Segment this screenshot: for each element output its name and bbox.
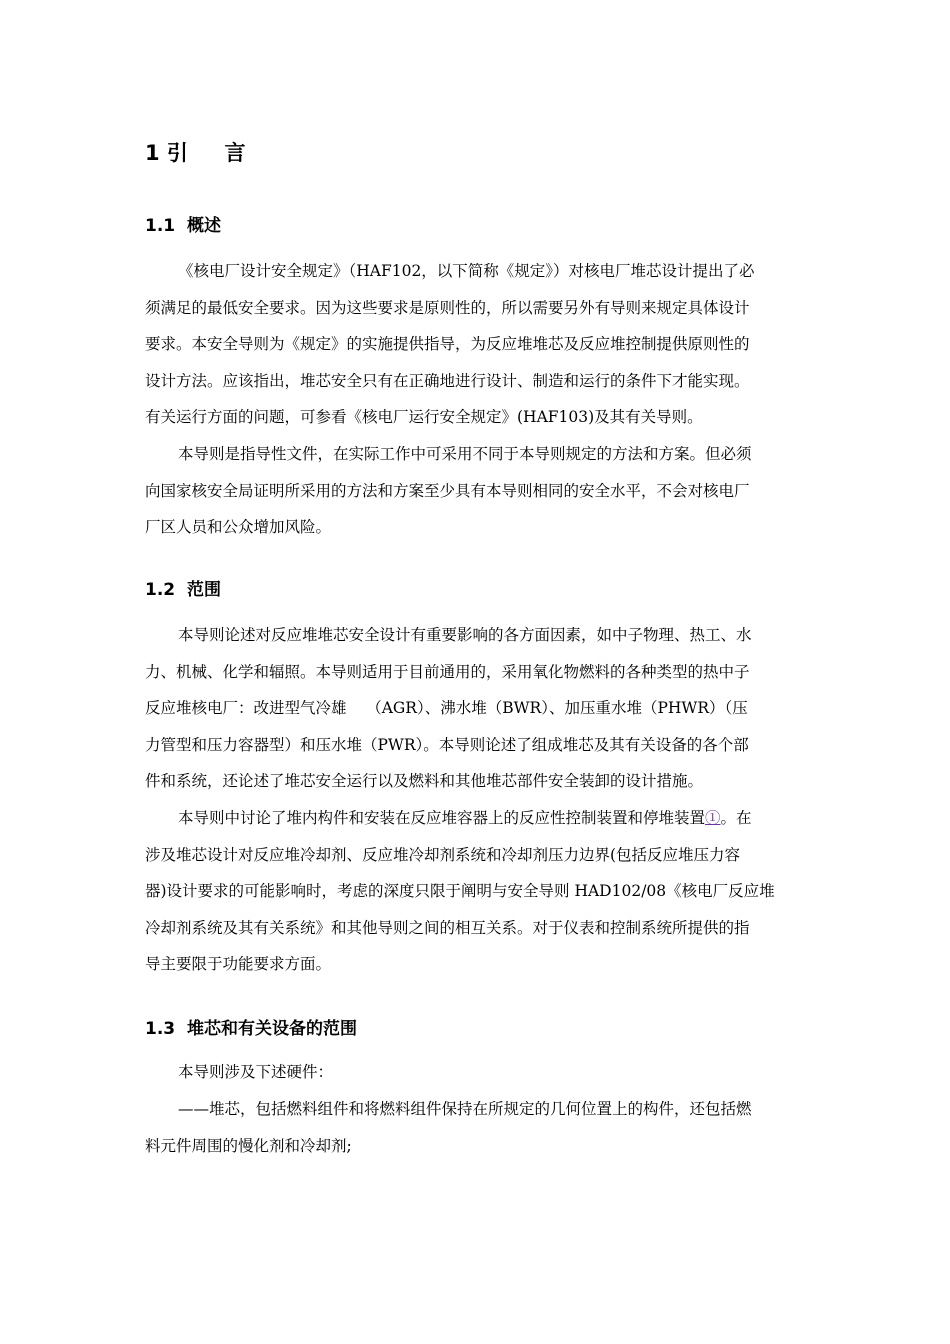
text-line: 须满足的最低安全要求。因为这些要求是原则性的，所以需要另外有导则来规定具体设计	[145, 298, 750, 317]
section-heading-scope: 1.2 范围	[145, 580, 221, 600]
paragraph-scope-2	[145, 800, 810, 983]
paragraph-scope-1	[145, 617, 810, 800]
text-segment: 本导则中讨论了堆内构件和安装在反应堆容器上的反应性控制装置和停堆装置	[178, 809, 706, 827]
paragraph-hardware-list	[145, 1091, 810, 1165]
text-line: 件和系统，还论述了堆芯安全运行以及燃料和其他堆芯部件安全装卸的设计措施。	[145, 772, 704, 790]
text-line: 力、机械、化学和辐照。本导则适用于目前通用的，采用氧化物燃料的各种类型的热中子	[145, 662, 750, 681]
section-heading-core-equipment: 1.3 堆芯和有关设备的范围	[145, 1019, 357, 1039]
text-line: 力管型和压力容器型）和压水堆（PWR）。本导则论述了组成堆芯及其有关设备的各个部	[145, 735, 749, 754]
text-line: 设计方法。应该指出，堆芯安全只有在正确地进行设计、制造和运行的条件下才能实现。	[145, 371, 750, 390]
paragraph-overview-2	[145, 436, 810, 546]
section-heading-overview: 1.1 概述	[145, 216, 221, 236]
text-line: 有关运行方面的问题，可参看《核电厂运行安全规定》(HAF103)及其有关导则。	[145, 408, 703, 426]
footnote-link[interactable]: ①	[705, 809, 721, 827]
text-line: 冷却剂系统及其有关系统》和其他导则之间的相互关系。对于仪表和控制系统所提供的指	[145, 918, 750, 937]
text-line: 厂区人员和公众增加风险。	[145, 518, 332, 536]
text-line: 本导则是指导性文件，在实际工作中可采用不同于本导则规定的方法和方案。但必须	[178, 445, 752, 463]
text-line: 要求。本安全导则为《规定》的实施提供指导，为反应堆堆芯及反应堆控制提供原则性的	[145, 335, 750, 353]
paragraph-overview-1	[145, 253, 810, 436]
text-line: 本导则涉及下述硬件：	[178, 1063, 334, 1081]
text-line: 器)设计要求的可能影响时，考虑的深度只限于阐明与安全导则 HAD102/08《核电厂反应堆	[145, 882, 775, 900]
text-line: 涉及堆芯设计对反应堆冷却剂、反应堆冷却剂系统和冷却剂压力边界(包括反应堆压力容	[145, 845, 741, 864]
text-line: 向国家核安全局证明所采用的方法和方案至少具有本导则相同的安全水平，不会对核电厂	[145, 481, 750, 500]
text-line: 料元件周围的慢化剂和冷却剂;	[145, 1137, 352, 1155]
text-segment: 。在	[720, 809, 752, 827]
paragraph-hardware-intro	[145, 1054, 810, 1091]
text-line: 导主要限于功能要求方面。	[145, 955, 332, 973]
chapter-title: 1 引 言	[145, 141, 246, 165]
text-line: 反应堆核电厂：改进型气冷雄 （AGR）、沸水堆（BWR）、加压重水堆（PHWR）（压	[145, 699, 748, 717]
text-line	[145, 800, 810, 837]
text-line: 本导则论述对反应堆堆芯安全设计有重要影响的各方面因素，如中子物理、热工、水	[178, 626, 752, 644]
text-line: ——堆芯，包括燃料组件和将燃料组件保持在所规定的几何位置上的构件，还包括燃	[178, 1100, 752, 1118]
text-line: 《核电厂设计安全规定》（HAF102，以下简称《规定》）对核电厂堆芯设计提出了必	[178, 262, 755, 280]
